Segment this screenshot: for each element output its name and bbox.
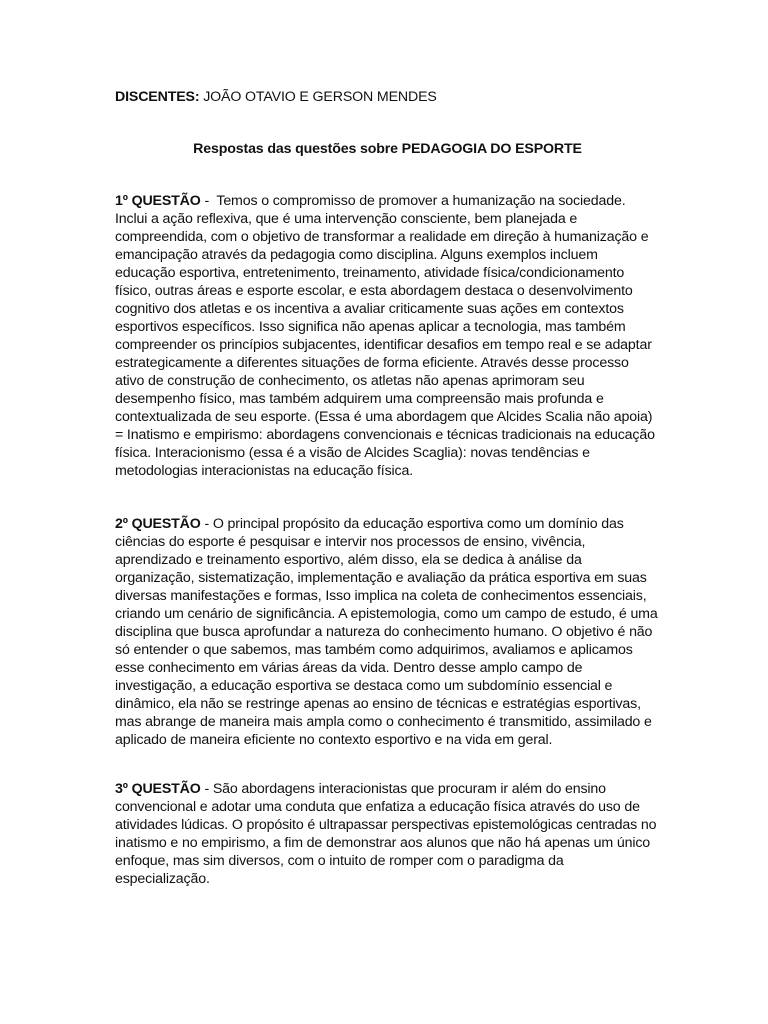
question-1-answer <box>115 192 660 480</box>
question-1-label: 1º QUESTÃO <box>115 193 201 209</box>
question-2-separator: - <box>200 516 213 532</box>
question-3-label: 3º QUESTÃO <box>115 781 201 797</box>
question-3-separator: - <box>200 781 213 797</box>
students-header <box>115 88 660 106</box>
question-1-text: Temos o compromisso de promover a humanização na sociedade. Inclui a ação reflexiva, que é uma intervenção consciente, bem planejada e compreendida, com o objetivo de transformar a realidade em direção à humanização e emancipação através da pedagogia como disciplina. Alguns exemplos incluem educação esportiva, entretenimento, treinamento, atividade física/condicionamento físico, outras áreas e esporte escolar, e esta abordagem destaca o desenvolvimento cognitivo dos atletas e os incentiva a avaliar criticamente suas ações em contextos esportivos específicos. Isso significa não apenas aplicar a tecnologia, mas também compreender os princípios subjacentes, identificar desafios em tempo real e se adaptar estrategicamente a diferentes situações de forma eficiente. Através desse processo ativo de construção de conhecimento, os atletas não apenas aprimoram seu desempenho físico, mas também adquirem uma compreensão mais profunda e contextualizada de seu esporte. (Essa é uma abordagem que Alcides Scalia não apoia) = Inatismo e empirismo: abordagens convencionais e técnicas tradicionais na educação física. Interacionismo (essa é a visão de Alcides Scaglia): novas tendências e metodologias interacionistas na educação física. <box>115 193 655 479</box>
students-label: DISCENTES: <box>115 89 200 105</box>
question-3-text: São abordagens interacionistas que procuram ir além do ensino convencional e adotar uma conduta que enfatiza a educação física através do uso de atividades lúdicas. O propósito é ultrapassar perspectivas epistemológicas centradas no inatismo e no empirismo, a fim de demonstrar aos alunos que não há apenas um único enfoque, mas sim diversos, com o intuito de romper com o paradigma da especialização. <box>115 781 657 887</box>
question-2-answer <box>115 515 660 749</box>
question-3-answer <box>115 780 660 888</box>
students-names: JOÃO OTAVIO E GERSON MENDES <box>203 89 437 105</box>
question-2-label: 2º QUESTÃO <box>115 516 201 532</box>
document-title <box>115 140 660 158</box>
question-2-text: O principal propósito da educação esportiva como um domínio das ciências do esporte é pesquisar e intervir nos processos de ensino, vivência, aprendizado e treinamento esportivo, além disso, ela se dedica à análise da organização, sistematização, implementação e avaliação da prática esportiva em suas diversas manifestações e formas, Isso implica na coleta de conhecimentos essenciais, criando um cenário de significância. A epistemologia, como um campo de estudo, é uma disciplina que busca aprofundar a natureza do conhecimento humano. O objetivo é não só entender o que sabemos, mas também como adquirimos, avaliamos e aplicamos esse conhecimento em várias áreas da vida. Dentro desse amplo campo de investigação, a educação esportiva se destaca como um subdomínio essencial e dinâmico, ela não se restringe apenas ao ensino de técnicas e estratégias esportivas, mas abrange de maneira mais ampla como o conhecimento é transmitido, assimilado e aplicado de maneira eficiente no contexto esportivo e na vida em geral. <box>115 516 658 748</box>
document-title-text: Respostas das questões sobre PEDAGOGIA DO ESPORTE <box>193 141 582 157</box>
question-1-separator: - <box>200 193 217 209</box>
